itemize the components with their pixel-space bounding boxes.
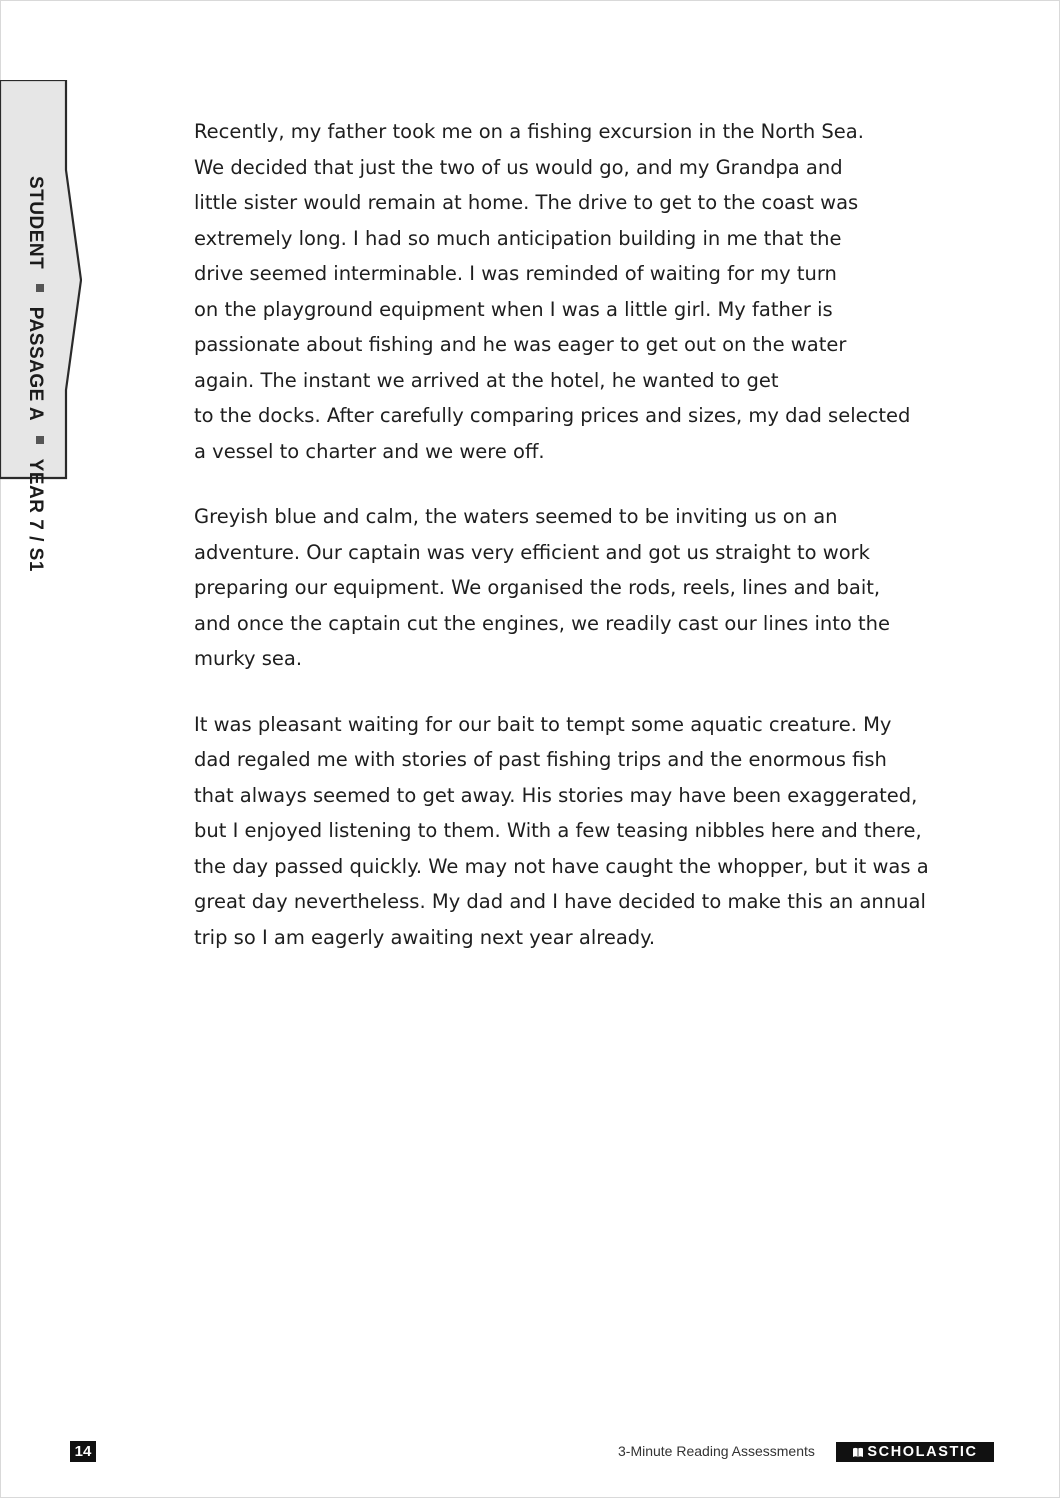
passage-text (194, 114, 934, 985)
passage-paragraph-3: It was pleasant waiting for our bait to tempt some aquatic creature. My dad regaled me with stories of past fishing trips and the enormous fish that always seemed to get away. His stories may have been exaggerated, but I enjoyed listening to them. With a few teasing nibbles here and there, the day passed quickly. We may not have caught the whopper, but it was a great day nevertheless. My dad and I have decided to make this an annual trip so I am eagerly awaiting next year already. (194, 712, 929, 949)
square-bullet-icon (36, 436, 44, 444)
side-tab-student: STUDENT (25, 176, 46, 270)
open-book-icon (852, 1447, 864, 1458)
side-tab-passage: PASSAGE A (25, 306, 46, 422)
side-tab-label (24, 176, 46, 572)
side-tab-year: YEAR 7 / S1 (25, 458, 46, 572)
publisher-logo (836, 1442, 994, 1462)
side-tab (0, 80, 82, 572)
book-title: 3-Minute Reading Assessments (618, 1443, 815, 1459)
publisher-name: SCHOLASTIC (867, 1444, 978, 1460)
square-bullet-icon (36, 284, 44, 292)
passage-paragraph-1: Recently, my father took me on a fishing excursion in the North Sea. We decided that just the two of us would go, and my Grandpa and little sister would remain at home. The drive to get to the coast was extremely long. I had so much anticipation building in me that the drive seemed interminable. I was reminded of waiting for my turn on the playground equipment when I was a little girl. My father is passionate about fishing and he was eager to get out on the water again. The instant we arrived at the hotel, he wanted to get to the docks. After carefully comparing prices and sizes, my dad selected a vessel to charter and we were off. (194, 120, 911, 463)
passage-paragraph-2: Greyish blue and calm, the waters seemed to be inviting us on an adventure. Our captain was very efficient and got us straight to work preparing our equipment. We organised the rods, reels, lines and bait, and once the captain cut the engines, we readily cast our lines into the murky sea. (194, 505, 891, 670)
page-number: 14 (70, 1441, 96, 1462)
